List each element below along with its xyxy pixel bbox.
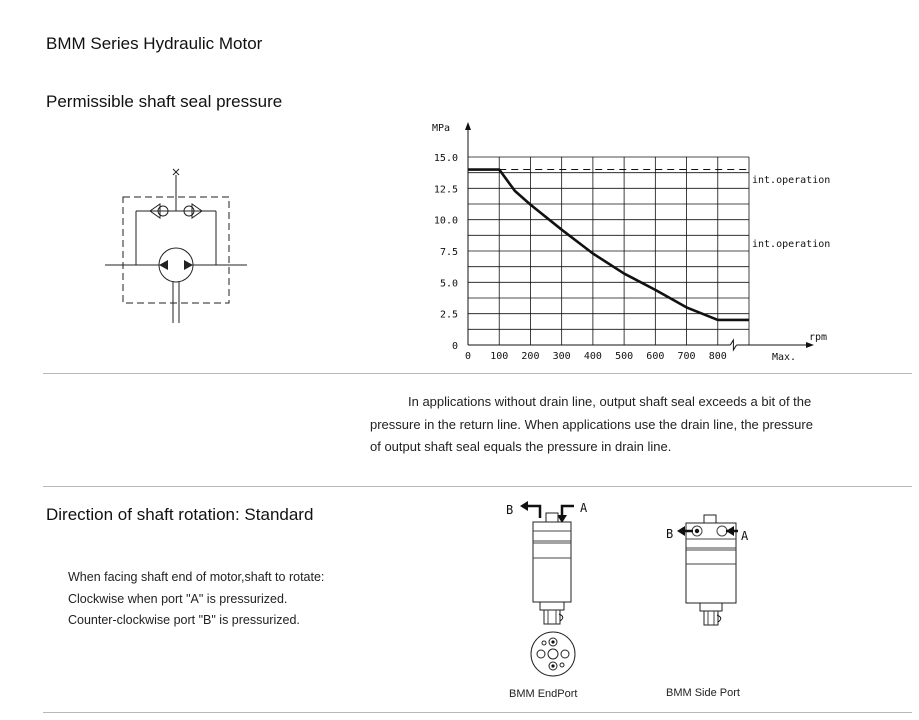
series-line-solid — [468, 170, 749, 320]
description-line-2: pressure in the return line. When applications use the drain line, the pressure — [370, 416, 813, 432]
divider — [43, 712, 912, 713]
rotation-line-2: Clockwise when port "A" is pressurized. — [68, 591, 288, 606]
motor-end-port-icon — [500, 496, 610, 686]
hydraulic-motor-schematic-icon — [100, 165, 260, 325]
motor-side-port-icon — [660, 508, 760, 638]
x-tick-label: 400 — [583, 351, 602, 362]
side-port-b-label: B — [666, 527, 674, 541]
y-tick-label: 5.0 — [439, 278, 458, 290]
description-line-3: of output shaft seal equals the pressure in drain line. — [370, 439, 672, 454]
y-axis-label: MPa — [432, 123, 451, 134]
x-tick-label: 700 — [677, 351, 696, 362]
y-axis-arrow — [465, 122, 471, 130]
rotation-description — [68, 567, 324, 632]
x-tick-label: 600 — [646, 351, 665, 362]
side-port-caption: BMM Side Port — [666, 687, 740, 699]
rotation-section-heading: Direction of shaft rotation: Standard — [46, 505, 314, 524]
y-tick-label: 10.0 — [433, 215, 458, 227]
divider — [43, 373, 912, 374]
side-port-a-label: A — [741, 529, 749, 543]
rotation-line-1: When facing shaft end of motor,shaft to rotate: — [68, 570, 325, 584]
port-b-label: B — [506, 503, 514, 517]
x-tick-label: 300 — [552, 351, 571, 362]
divider — [43, 486, 912, 487]
annotation-int-operation-2: int.operation — [752, 239, 831, 250]
description-line-1: In applications without drain line, output shaft seal exceeds a bit of the — [408, 394, 812, 409]
seal-description — [370, 391, 890, 459]
x-tick-label: 200 — [521, 351, 540, 362]
annotation-int-operation-1: int.operation — [752, 175, 831, 186]
rotation-line-3: Counter-clockwise port "B" is pressurized. — [68, 613, 300, 627]
x-tick-label: 500 — [615, 351, 634, 362]
end-port-caption: BMM EndPort — [509, 688, 578, 700]
y-tick-label: 7.5 — [439, 247, 458, 258]
page-title: BMM Series Hydraulic Motor — [46, 34, 263, 53]
x-axis-label: rpm — [809, 332, 828, 343]
port-a-label: A — [580, 501, 588, 515]
y-tick-label: 15.0 — [433, 153, 458, 164]
seal-pressure-chart — [420, 118, 840, 368]
y-tick-label: 0 — [451, 341, 458, 352]
x-end-label: Max. — [772, 352, 797, 363]
y-tick-label: 12.5 — [433, 184, 458, 196]
x-tick-label: 800 — [708, 351, 727, 362]
x-tick-label: 100 — [490, 351, 509, 362]
seal-section-heading: Permissible shaft seal pressure — [46, 92, 283, 111]
y-tick-label: 2.5 — [439, 309, 458, 321]
x-axis-break — [730, 340, 736, 350]
x-tick-label: 0 — [464, 351, 472, 362]
